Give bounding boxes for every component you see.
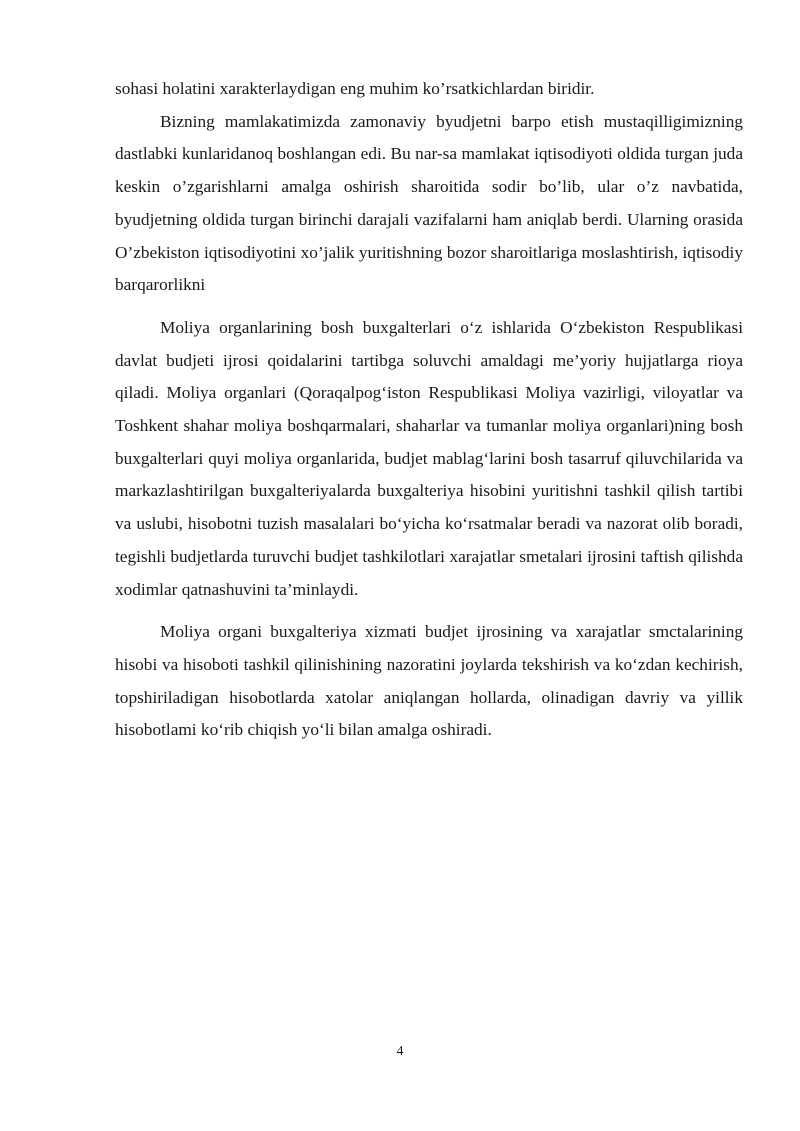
paragraph-budget-history: Bizning mamlakatimizda zamonaviy byudjetni barpo etish mustaqilligimizning dastlabki kunlaridanoq boshlangan edi. Bu nar-sa mamlakat iqtisodiyoti oldida turgan juda keskin o’zgarishlarni amalga oshirish sharoitida sodir bo’lib, ular o’z navbatida, byudjetning oldida turgan birinchi darajali vazifalarni ham aniqlab berdi. Ularning orasida O’zbekiston iqtisodiyotini xo’jalik yuritishning bozor sharoitlariga moslashtirish, iqtisodiy barqarorlikni [115,111,743,295]
paragraph-continuation: sohasi holatini xarakterlaydigan eng muhim ko’rsatkichlardan biridir. [115,79,595,98]
paragraph-accounting-service: Moliya organi buxgalteriya xizmati budjet ijrosining va xarajatlar smctalarining hisobi va hisoboti tashkil qilinishining nazoratini joylarda tekshirish va ko‘zdan kechirish, topshiriladigan hisobotlarda xatolar aniqlangan hollarda, olinadigan davriy va yillik hisobotlami ko‘rib chiqish yo‘li bilan amalga oshiradi. [115,622,743,740]
page-number: 4 [396,1044,404,1059]
paragraph-chief-accountants: Moliya organlarining bosh buxgalterlari o‘z ishlarida O‘zbekiston Respublikasi davlat budjeti ijrosi qoidalarini tartibga soluvchi amaldagi me’yoriy hujjatlarga rioya qiladi. Moliya organlari (Qoraqalpog‘iston Respublikasi Moliya vazirligi, viloyatlar va Toshkent shahar moliya boshqarmalari, shaharlar va tumanlar moliya organlari)ning bosh buxgalterlari quyi moliya organlarida, budjet mablag‘larini bosh tasarruf qiluvchilarida va markazlashtirilgan buxgalteriyalarda buxgalteriya hisobini yuritishni tashkil qilish tartibi va uslubi, hisobotni tuzish masalalari bo‘yicha ko‘rsatmalar beradi va nazorat olib boradi, tegishli budjetlarda turuvchi budjet tashkilotlari xarajatlar smetalari ijrosini taftish qilishda xodimlar qatnashuvini ta’minlaydi. [115,317,743,599]
body-text [115,73,743,747]
